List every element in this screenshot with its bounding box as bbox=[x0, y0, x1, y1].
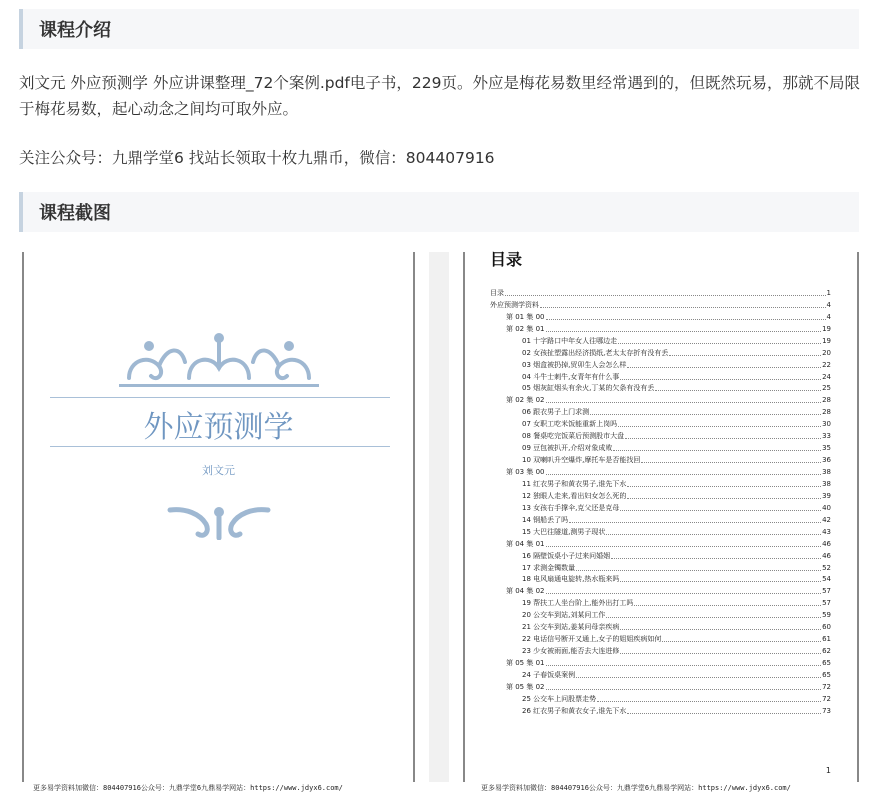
toc-entry bbox=[490, 322, 831, 334]
toc-leader bbox=[546, 474, 822, 475]
toc-entry bbox=[490, 525, 831, 537]
toc-entry-text: 04 斗牛士刺牛,女青年有什么事 bbox=[522, 372, 620, 381]
toc-entry-page: 61 bbox=[822, 635, 831, 644]
toc-entry-text: 14 钢船丢了吗 bbox=[522, 515, 569, 524]
toc-entry bbox=[490, 704, 831, 716]
toc-entry bbox=[490, 620, 831, 632]
cover-page bbox=[22, 252, 415, 782]
toc-leader bbox=[613, 450, 821, 451]
toc-entry bbox=[490, 382, 831, 394]
toc-leader bbox=[627, 713, 821, 714]
toc-entry bbox=[490, 334, 831, 346]
toc-entry bbox=[490, 668, 831, 680]
toc-entry bbox=[490, 537, 831, 549]
toc-entry-text: 18 电风扇通电旋转,热水瓶来吗 bbox=[522, 575, 620, 584]
toc-entry bbox=[490, 608, 831, 620]
toc-entry-page: 39 bbox=[822, 491, 831, 500]
toc-leader bbox=[620, 379, 821, 380]
toc-entry bbox=[490, 596, 831, 608]
toc-entry-text: 第 01 集 00 bbox=[506, 312, 545, 321]
toc-entry bbox=[490, 513, 831, 525]
toc-title: 目录 bbox=[490, 250, 523, 269]
ornament-top-icon bbox=[24, 332, 413, 388]
toc-entry-page: 33 bbox=[822, 432, 831, 441]
toc-entry bbox=[490, 370, 831, 382]
toc-leader bbox=[634, 605, 821, 606]
toc-entry-page: 46 bbox=[822, 551, 831, 560]
toc-leader bbox=[620, 581, 821, 582]
toc-entry-text: 外应预测学资料 bbox=[490, 300, 539, 309]
toc-entry-page: 4 bbox=[826, 300, 831, 309]
toc-entry bbox=[490, 584, 831, 596]
toc-entry-text: 10 双喇叭升空爆炸,摩托车是否能找回 bbox=[522, 456, 641, 465]
toc-entry bbox=[490, 298, 831, 310]
toc-entry-text: 17 求测金镯数量 bbox=[522, 563, 576, 572]
toc-leader bbox=[620, 510, 821, 511]
toc-entry bbox=[490, 549, 831, 561]
toc-leader bbox=[546, 665, 822, 666]
toc-entry bbox=[490, 501, 831, 513]
toc-leader bbox=[546, 331, 822, 332]
toc-leader bbox=[655, 390, 821, 391]
toc-entry bbox=[490, 692, 831, 704]
toc-entry-page: 1 bbox=[826, 288, 831, 297]
toc-entry bbox=[490, 453, 831, 465]
toc-entry-text: 24 子春饭桌案例 bbox=[522, 670, 576, 679]
toc-entry-page: 28 bbox=[822, 396, 831, 405]
toc-entry-text: 07 女职工吃米饭能重新上岗吗 bbox=[522, 420, 618, 429]
toc-entry-page: 62 bbox=[822, 647, 831, 656]
toc-leader bbox=[540, 307, 826, 308]
toc-entry-page: 54 bbox=[822, 575, 831, 584]
toc-entry-text: 11 红衣男子和黄衣男子,谁先下水 bbox=[522, 479, 627, 488]
intro-paragraph: 刘文元 外应预测学 外应讲课整理_72个案例.pdf电子书，229页。外应是梅花易数里经常遇到的，但既然玩易，那就不局限于梅花易数，起心动念之间均可取外应。 bbox=[19, 74, 860, 118]
section-title: 课程截图 bbox=[39, 203, 111, 224]
toc-entry bbox=[490, 632, 831, 644]
toc-entry bbox=[490, 477, 831, 489]
toc-entry-page: 40 bbox=[822, 503, 831, 512]
toc-entry bbox=[490, 429, 831, 441]
cover-footer: 更多易学资料加微信：804407916公众号：九鼎学堂6九鼎易学网站：https://www.jdyx6.com/ bbox=[33, 784, 343, 792]
toc-entry-page: 52 bbox=[822, 563, 831, 572]
toc-leader bbox=[641, 462, 821, 463]
course-screenshot bbox=[19, 252, 859, 796]
ornament-bottom-icon bbox=[24, 504, 413, 540]
toc-entry-page: 38 bbox=[822, 479, 831, 488]
toc-leader bbox=[546, 593, 822, 594]
toc-entry-text: 06 跟衣男子上门求测 bbox=[522, 408, 590, 417]
toc-footer: 更多易学资料加微信：804407916公众号：九鼎学堂6九鼎易学网站：https://www.jdyx6.com/ bbox=[481, 784, 791, 792]
page-gap bbox=[429, 252, 449, 782]
toc-entry-page: 65 bbox=[822, 670, 831, 679]
toc-entry bbox=[490, 441, 831, 453]
toc-entry-page: 73 bbox=[822, 706, 831, 715]
toc-leader bbox=[606, 617, 821, 618]
toc-entry-text: 第 05 集 02 bbox=[506, 682, 545, 691]
toc-entry-text: 02 女孩扯塑露出经济损纸,老太太存折有没有丢 bbox=[522, 348, 669, 357]
toc-leader bbox=[611, 558, 821, 559]
cover-rule-top bbox=[50, 397, 390, 398]
toc-leader bbox=[662, 641, 821, 642]
toc-entry-page: 22 bbox=[822, 360, 831, 369]
toc-entry bbox=[490, 680, 831, 692]
toc-entry-text: 第 03 集 00 bbox=[506, 468, 545, 476]
toc-page-number: 1 bbox=[825, 766, 831, 775]
toc-entry-text: 25 公交车上问股票走势 bbox=[522, 694, 597, 703]
toc-leader bbox=[546, 546, 822, 547]
toc-entry-page: 43 bbox=[822, 527, 831, 536]
toc-entry bbox=[490, 573, 831, 585]
toc-entry-text: 第 04 集 02 bbox=[506, 587, 545, 596]
toc-entry-page: 20 bbox=[822, 348, 831, 357]
toc-entry-text: 16 隔壁饭桌小子过来问婚姻 bbox=[522, 551, 611, 560]
toc-entry-page: 19 bbox=[822, 336, 831, 345]
toc-entry-text: 09 豆包被扒开,介绍对象成败 bbox=[522, 444, 613, 453]
toc-entry-page: 24 bbox=[822, 372, 831, 381]
toc-entry-page: 65 bbox=[822, 659, 831, 667]
toc-entry-page: 19 bbox=[822, 324, 831, 333]
toc-leader bbox=[620, 653, 821, 654]
cover-rule-bottom bbox=[50, 446, 390, 447]
section-header-screenshots bbox=[19, 192, 859, 232]
toc-list bbox=[490, 286, 831, 716]
toc-entry bbox=[490, 656, 831, 668]
toc-entry-page: 35 bbox=[822, 444, 831, 453]
toc-entry-text: 19 帮扶工人坐台阶上,能外出打工吗 bbox=[522, 599, 634, 608]
toc-entry-text: 03 烟盒被扔掉,贸卯生人会怎么样 bbox=[522, 360, 627, 369]
toc-leader bbox=[576, 570, 821, 571]
toc-leader bbox=[620, 629, 821, 630]
toc-entry-text: 第 04 集 01 bbox=[506, 539, 545, 548]
toc-entry-text: 01 十字路口中年女人往哪边走 bbox=[522, 336, 618, 345]
toc-entry bbox=[490, 310, 831, 322]
toc-leader bbox=[505, 295, 826, 296]
toc-entry-text: 08 餐桌吃完饭菜后预测股市大盘 bbox=[522, 432, 625, 441]
toc-entry bbox=[490, 405, 831, 417]
toc-entry-page: 46 bbox=[822, 539, 831, 548]
cover-author: 刘文元 bbox=[202, 464, 235, 477]
toc-leader bbox=[597, 701, 821, 702]
toc-entry-page: 25 bbox=[822, 384, 831, 393]
toc-entry-page: 42 bbox=[822, 515, 831, 524]
toc-leader bbox=[569, 522, 821, 523]
toc-entry bbox=[490, 465, 831, 477]
toc-entry bbox=[490, 286, 831, 298]
toc-entry-text: 第 05 集 01 bbox=[506, 659, 545, 667]
toc-entry-text: 20 公交车到站,刘某问工作 bbox=[522, 611, 606, 620]
toc-entry-page: 30 bbox=[822, 420, 831, 429]
toc-entry-text: 26 红衣男子和黄衣女子,谁先下水 bbox=[522, 706, 627, 715]
cover-title: 外应预测学 bbox=[143, 410, 294, 445]
toc-entry-text: 13 女孩右手撑伞,克父还是克母 bbox=[522, 503, 620, 512]
toc-leader bbox=[627, 498, 821, 499]
toc-leader bbox=[669, 355, 821, 356]
toc-leader bbox=[576, 677, 821, 678]
toc-leader bbox=[606, 534, 821, 535]
toc-entry-page: 72 bbox=[822, 682, 831, 691]
section-header-intro bbox=[19, 9, 859, 49]
toc-entry-text: 目录 bbox=[490, 288, 504, 297]
toc-entry-page: 57 bbox=[822, 587, 831, 596]
toc-entry-page: 4 bbox=[826, 312, 831, 321]
toc-entry-text: 第 02 集 01 bbox=[506, 324, 545, 333]
toc-entry bbox=[490, 489, 831, 501]
toc-leader bbox=[627, 367, 821, 368]
toc-entry-text: 12 独眼人走来,看出妇女怎么死的 bbox=[522, 491, 627, 500]
toc-entry bbox=[490, 346, 831, 358]
toc-entry bbox=[490, 644, 831, 656]
toc-leader bbox=[618, 426, 821, 427]
toc-entry bbox=[490, 417, 831, 429]
toc-entry-page: 60 bbox=[822, 623, 831, 632]
toc-entry-page: 36 bbox=[822, 456, 831, 465]
toc-leader bbox=[546, 402, 822, 403]
toc-page bbox=[463, 252, 859, 782]
toc-entry-text: 15 大巴往隧道,测男子现状 bbox=[522, 527, 606, 536]
toc-entry-text: 23 少女被雨面,能否去大连进修 bbox=[522, 647, 620, 656]
toc-entry-text: 21 公交车到站,姜某问母亲疾病 bbox=[522, 623, 620, 632]
toc-entry-page: 38 bbox=[822, 468, 831, 476]
toc-leader bbox=[546, 689, 822, 690]
toc-entry-text: 22 电话信号断开又通上,女子的姐姐疾病如何 bbox=[522, 635, 662, 644]
follow-paragraph: 关注公众号：九鼎学堂6 找站长领取十枚九鼎币，微信：804407916 bbox=[19, 149, 495, 167]
toc-entry-page: 72 bbox=[822, 694, 831, 703]
toc-entry bbox=[490, 358, 831, 370]
toc-entry bbox=[490, 561, 831, 573]
toc-leader bbox=[590, 414, 821, 415]
toc-leader bbox=[618, 343, 821, 344]
toc-entry-text: 05 烟灰缸烟头有余火,丁某的欠条有没有丢 bbox=[522, 384, 655, 393]
section-title: 课程介绍 bbox=[39, 20, 111, 41]
toc-entry bbox=[490, 393, 831, 405]
toc-entry-page: 59 bbox=[822, 611, 831, 620]
toc-leader bbox=[625, 438, 821, 439]
toc-entry-page: 28 bbox=[822, 408, 831, 417]
toc-entry-page: 57 bbox=[822, 599, 831, 608]
toc-entry-text: 第 02 集 02 bbox=[506, 396, 545, 405]
toc-leader bbox=[546, 319, 826, 320]
toc-leader bbox=[627, 486, 821, 487]
